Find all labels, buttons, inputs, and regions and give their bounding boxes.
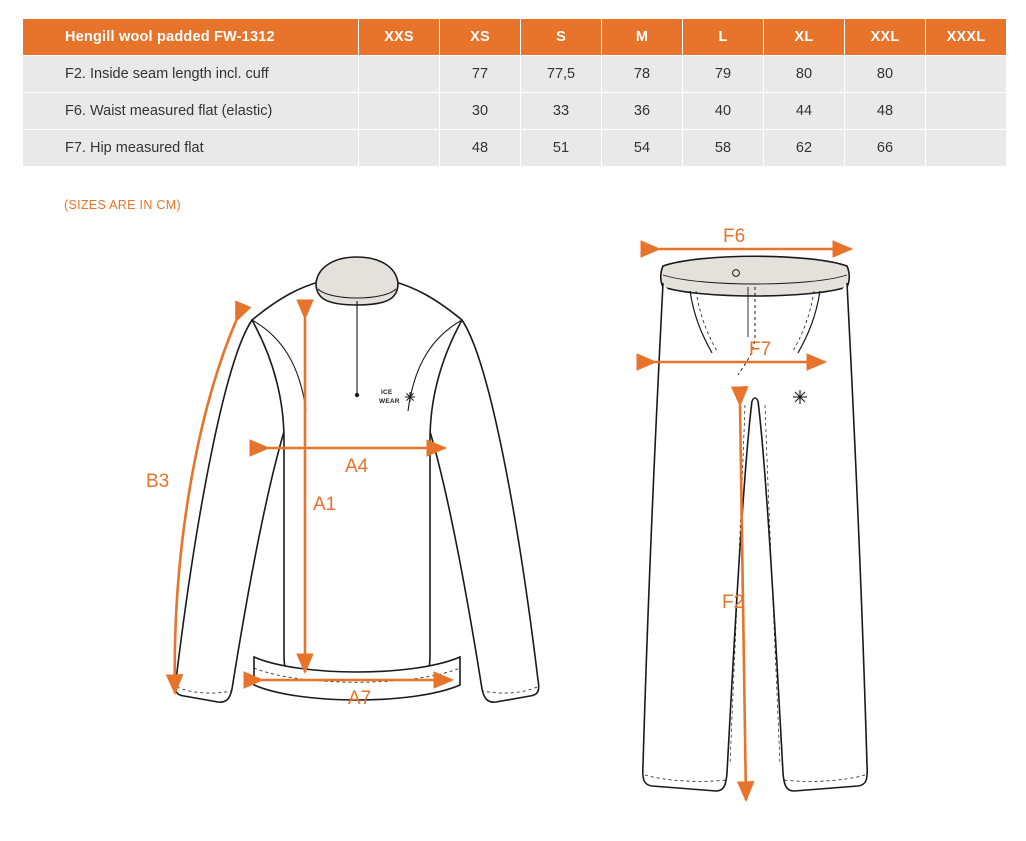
table-header-size-xs: XS (440, 19, 521, 56)
table-header-row (23, 19, 1007, 56)
cell-f2-xs: 77 (440, 56, 521, 93)
dim-label-b3: B3 (146, 471, 170, 492)
cell-f6-s: 33 (521, 93, 602, 130)
cell-f6-m: 36 (602, 93, 683, 130)
cell-f6-xxl: 48 (845, 93, 926, 130)
cell-f6-l: 40 (683, 93, 764, 130)
cell-f6-xxs (359, 93, 440, 130)
cell-f6-xl: 44 (764, 93, 845, 130)
pullover-illustration (146, 257, 539, 709)
table-header-size-xxxl: XXXL (926, 19, 1007, 56)
table-header-size-s: S (521, 19, 602, 56)
cell-f2-m: 78 (602, 56, 683, 93)
svg-text:ICE: ICE (381, 389, 393, 396)
row-label-f6: F6. Waist measured flat (elastic) (23, 93, 359, 130)
cell-f2-xxl: 80 (845, 56, 926, 93)
cell-f7-xxxl (926, 130, 1007, 167)
cell-f7-xxs (359, 130, 440, 167)
dim-label-a7: A7 (348, 688, 372, 709)
garment-illustrations (0, 225, 1026, 841)
table-header-size-l: L (683, 19, 764, 56)
dim-label-f6: F6 (723, 226, 746, 247)
table-row (23, 93, 1007, 130)
snowflake-icon (793, 390, 807, 404)
table-row (23, 56, 1007, 93)
dim-label-a4: A4 (345, 456, 369, 477)
cell-f7-xl: 62 (764, 130, 845, 167)
row-label-f2: F2. Inside seam length incl. cuff (23, 56, 359, 93)
cell-f7-m: 54 (602, 130, 683, 167)
table-row (23, 130, 1007, 167)
dim-label-a1: A1 (313, 494, 337, 515)
table-header-size-xxl: XXL (845, 19, 926, 56)
cell-f2-xxs (359, 56, 440, 93)
cell-f2-xxxl (926, 56, 1007, 93)
size-table (22, 18, 1007, 167)
cell-f7-s: 51 (521, 130, 602, 167)
table-header-size-xxs: XXS (359, 19, 440, 56)
units-note: (SIZES ARE IN CM) (64, 198, 181, 212)
cell-f6-xxxl (926, 93, 1007, 130)
row-label-f7: F7. Hip measured flat (23, 130, 359, 167)
svg-text:WEAR: WEAR (379, 398, 400, 405)
cell-f2-l: 79 (683, 56, 764, 93)
cell-f2-xl: 80 (764, 56, 845, 93)
dim-label-f7: F7 (749, 339, 772, 360)
trousers-illustration (643, 226, 867, 800)
table-header-product: Hengill wool padded FW-1312 (23, 19, 359, 56)
cell-f2-s: 77,5 (521, 56, 602, 93)
table-header-size-m: M (602, 19, 683, 56)
cell-f6-xs: 30 (440, 93, 521, 130)
table-header-size-xl: XL (764, 19, 845, 56)
cell-f7-xxl: 66 (845, 130, 926, 167)
cell-f7-l: 58 (683, 130, 764, 167)
dim-label-f2: F2 (722, 592, 745, 613)
cell-f7-xs: 48 (440, 130, 521, 167)
